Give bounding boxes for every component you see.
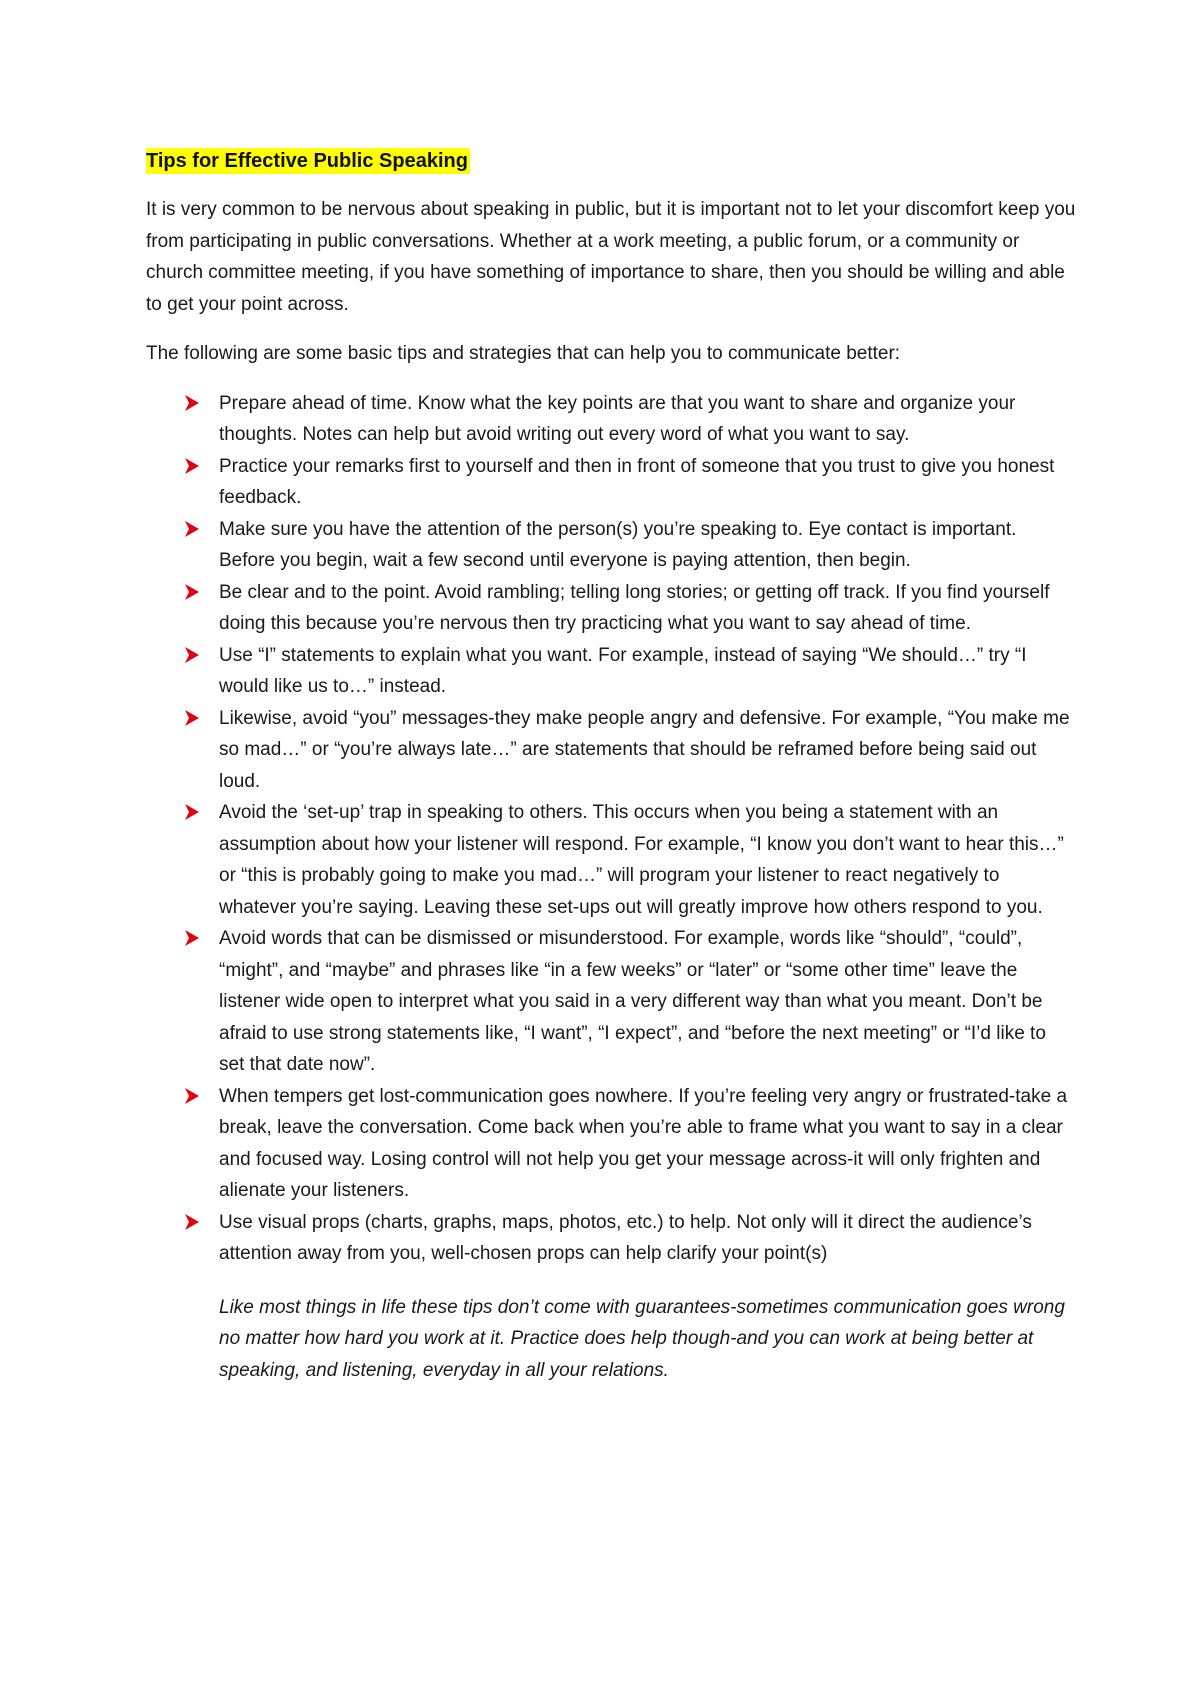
tip-text: Avoid the ‘set-up’ trap in speaking to others. This occurs when you being a statement with an assumption about how your listener will respond. For example, “I know you don’t want to hear this…” or “this is probably going to make you mad…” will program your listener to react negatively to whatever you’re saying. Leaving these set-ups out will greatly improve how others respond to you. [219, 802, 1064, 918]
tip-text: Use “I” statements to explain what you want. For example, instead of saying “We should…” try “I would like us to…” instead. [219, 644, 1027, 697]
list-item [146, 577, 1076, 640]
tip-text: Use visual props (charts, graphs, maps, photos, etc.) to help. Not only will it direct the audience’s attention away from you, well-chosen props can help clarify your point(s) [219, 1211, 1032, 1264]
tip-text: Avoid words that can be dismissed or misunderstood. For example, words like “should”, “could”, “might”, and “maybe” and phrases like “in a few weeks” or “later” or “some other time” leave the listener wide open to interpret what you said in a very different way than what you meant. Don’t be afraid to use strong statements like, “I want”, “I expect”, and “before the next meeting” or “I’d like to set that date now”. [219, 928, 1046, 1075]
lead-paragraph: The following are some basic tips and strategies that can help you to communicate better: [146, 343, 901, 364]
arrowhead-bullet-icon [184, 520, 200, 538]
list-item [146, 451, 1076, 514]
list-item [146, 514, 1076, 577]
tips-list [146, 388, 1076, 1270]
tip-text: Be clear and to the point. Avoid rambling; telling long stories; or getting off track. If you find yourself doing this because you’re nervous then try practicing what you want to say ahead of time. [219, 581, 1050, 634]
list-item [146, 797, 1076, 923]
tip-text: Make sure you have the attention of the person(s) you’re speaking to. Eye contact is important. Before you begin, wait a few second until everyone is paying attention, then begin. [219, 518, 1017, 571]
arrowhead-bullet-icon [184, 646, 200, 664]
list-item [146, 703, 1076, 798]
tip-text: Practice your remarks first to yourself and then in front of someone that you trust to give you honest feedback. [219, 455, 1055, 508]
arrowhead-bullet-icon [184, 394, 200, 412]
document-body [146, 146, 1076, 1386]
arrowhead-bullet-icon [184, 1087, 200, 1105]
arrowhead-bullet-icon [184, 929, 200, 947]
arrowhead-bullet-icon [184, 1213, 200, 1231]
tip-text: Likewise, avoid “you” messages-they make people angry and defensive. For example, “You make me so mad…” or “you’re always late…” are statements that should be reframed before being said out loud. [219, 707, 1070, 792]
tip-text: Prepare ahead of time. Know what the key points are that you want to share and organize your thoughts. Notes can help but avoid writing out every word of what you want to say. [219, 392, 1016, 445]
arrowhead-bullet-icon [184, 709, 200, 727]
intro-paragraph: It is very common to be nervous about speaking in public, but it is important not to let your discomfort keep you from participating in public conversations. Whether at a work meeting, a public forum, or a community or church committee meeting, if you have something of importance to share, then you should be willing and able to get your point across. [146, 199, 1076, 315]
list-item [146, 923, 1076, 1081]
list-item [146, 388, 1076, 451]
page-title: Tips for Effective Public Speaking [146, 150, 468, 172]
list-item [146, 640, 1076, 703]
tip-text: When tempers get lost-communication goes nowhere. If you’re feeling very angry or frustrated-take a break, leave the conversation. Come back when you’re able to frame what you want to say in a clear and focused way. Losing control will not help you get your message across-it will only frighten and alienate your listeners. [219, 1085, 1068, 1201]
arrowhead-bullet-icon [184, 457, 200, 475]
arrowhead-bullet-icon [184, 803, 200, 821]
list-item [146, 1081, 1076, 1207]
arrowhead-bullet-icon [184, 583, 200, 601]
closing-paragraph: Like most things in life these tips don’t come with guarantees-sometimes communication goes wrong no matter how hard you work at it. Practice does help though-and you can work at being better at speaking, and listening, everyday in all your relations. [219, 1296, 1065, 1381]
list-item [146, 1207, 1076, 1270]
